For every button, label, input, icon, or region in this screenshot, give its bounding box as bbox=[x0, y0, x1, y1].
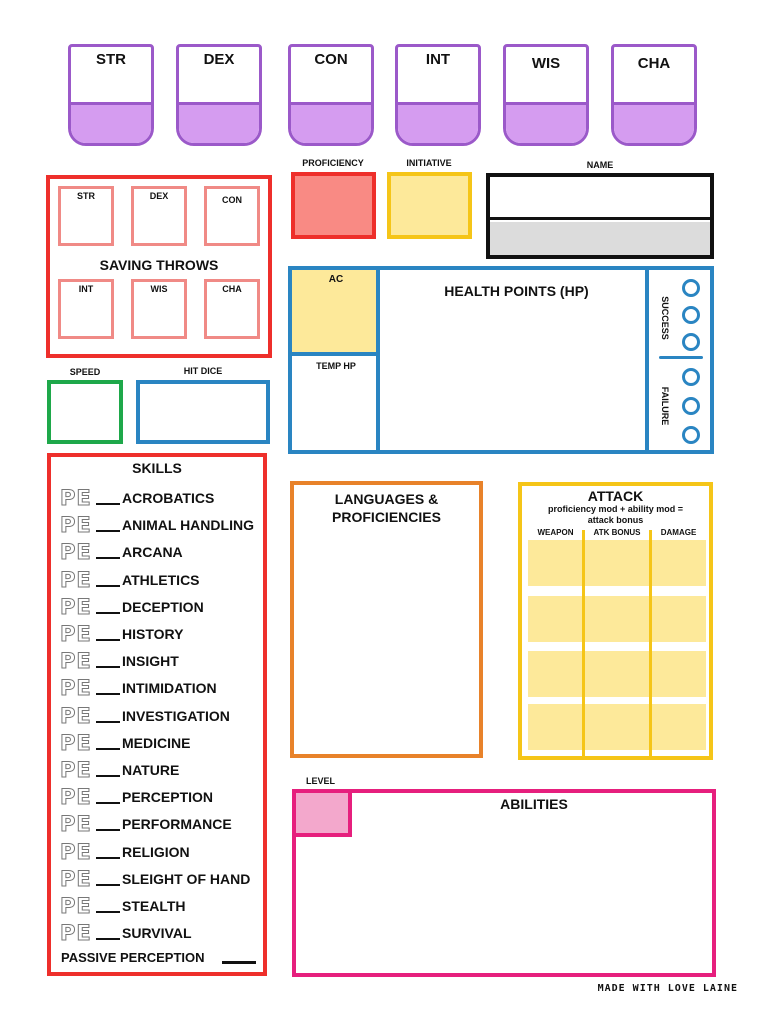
skill-bonus-blank[interactable] bbox=[96, 503, 120, 505]
ability-modifier-field[interactable] bbox=[179, 102, 259, 143]
skill-label: INTIMIDATION bbox=[122, 680, 217, 697]
proficiency-marker[interactable]: PE bbox=[60, 649, 92, 674]
ability-modifier-field[interactable] bbox=[291, 102, 371, 143]
passive-perception-field[interactable] bbox=[222, 961, 256, 964]
skill-label: PERFORMANCE bbox=[122, 816, 232, 833]
skill-bonus-blank[interactable] bbox=[96, 557, 120, 559]
skill-row[interactable] bbox=[60, 759, 179, 781]
skill-row[interactable] bbox=[60, 596, 204, 618]
ability-label: DEX bbox=[203, 51, 235, 68]
ability-modifier-field[interactable] bbox=[71, 102, 151, 143]
skill-bonus-blank[interactable] bbox=[96, 775, 120, 777]
success-circle[interactable] bbox=[682, 279, 700, 297]
name-subfield[interactable] bbox=[490, 222, 710, 255]
failure-label: FAILURE bbox=[660, 386, 670, 426]
attack-note-line2: attack bonus bbox=[587, 515, 644, 525]
ability-label: STR bbox=[96, 51, 126, 68]
name-label: NAME bbox=[586, 160, 614, 170]
skill-bonus-blank[interactable] bbox=[96, 911, 120, 913]
passive-perception-label: PASSIVE PERCEPTION bbox=[61, 950, 205, 965]
name-input[interactable] bbox=[490, 177, 710, 220]
save-label: STR bbox=[77, 191, 95, 201]
save-box-cha[interactable] bbox=[204, 279, 260, 339]
skill-bonus-blank[interactable] bbox=[96, 857, 120, 859]
ac-label: AC bbox=[328, 274, 344, 285]
skill-label: SLEIGHT OF HAND bbox=[122, 870, 251, 887]
skill-label: STEALTH bbox=[122, 898, 186, 914]
abilities-panel[interactable] bbox=[292, 789, 716, 977]
proficiency-marker[interactable]: PE bbox=[60, 703, 92, 728]
skill-row[interactable] bbox=[60, 541, 183, 563]
ability-label: WIS bbox=[531, 55, 561, 72]
attack-title: ATTACK bbox=[587, 488, 644, 504]
skill-bonus-blank[interactable] bbox=[96, 721, 120, 723]
skill-label: PERCEPTION bbox=[122, 789, 214, 806]
level-label: LEVEL bbox=[306, 776, 336, 786]
proficiency-marker[interactable]: PE bbox=[60, 812, 92, 837]
skills-title: SKILLS bbox=[132, 460, 182, 476]
hit-dice-label: HIT DICE bbox=[183, 366, 223, 376]
attack-cell[interactable] bbox=[585, 596, 649, 642]
proficiency-marker[interactable]: PE bbox=[60, 839, 92, 864]
proficiency-marker[interactable]: PE bbox=[60, 785, 92, 810]
level-field[interactable] bbox=[296, 793, 352, 837]
save-box-con[interactable] bbox=[204, 186, 260, 246]
skill-row[interactable] bbox=[60, 569, 200, 591]
speed-field[interactable] bbox=[47, 380, 123, 444]
attack-cell[interactable] bbox=[652, 596, 706, 642]
skill-row[interactable] bbox=[60, 895, 186, 917]
skill-row[interactable] bbox=[60, 813, 232, 835]
proficiency-marker[interactable]: PE bbox=[60, 540, 92, 565]
skill-row[interactable] bbox=[60, 514, 254, 536]
attack-cell[interactable] bbox=[652, 651, 706, 697]
languages-title-line1: LANGUAGES & bbox=[334, 491, 439, 507]
attack-col-weapon: WEAPON bbox=[537, 528, 574, 537]
saving-throws-title: SAVING THROWS bbox=[99, 257, 219, 273]
success-label: SUCCESS bbox=[660, 296, 670, 340]
proficiency-marker[interactable]: PE bbox=[60, 730, 92, 755]
failure-circle[interactable] bbox=[682, 397, 700, 415]
initiative-field[interactable] bbox=[387, 172, 472, 239]
attack-cell[interactable] bbox=[585, 651, 649, 697]
attack-cell[interactable] bbox=[585, 540, 649, 586]
ability-card-int[interactable] bbox=[395, 44, 481, 146]
skill-label: ARCANA bbox=[122, 544, 183, 561]
skill-label: HISTORY bbox=[122, 626, 184, 642]
initiative-label: INITIATIVE bbox=[406, 158, 452, 168]
save-label: DEX bbox=[149, 191, 169, 201]
attack-cell[interactable] bbox=[528, 704, 583, 750]
attack-column-divider bbox=[649, 530, 652, 756]
skill-label: ACROBATICS bbox=[122, 490, 215, 506]
proficiency-marker[interactable]: PE bbox=[60, 894, 92, 918]
skill-bonus-blank[interactable] bbox=[96, 802, 120, 804]
attack-column-divider bbox=[582, 530, 585, 756]
save-label: CHA bbox=[222, 284, 242, 294]
skill-bonus-blank[interactable] bbox=[96, 530, 120, 532]
ability-card-dex[interactable] bbox=[176, 44, 262, 146]
speed-label: SPEED bbox=[69, 367, 101, 377]
attack-col-damage: DAMAGE bbox=[660, 528, 697, 537]
proficiency-marker[interactable]: PE bbox=[60, 866, 92, 891]
skill-label: INSIGHT bbox=[122, 653, 179, 670]
attack-cell[interactable] bbox=[528, 596, 583, 642]
proficiency-marker[interactable]: PE bbox=[60, 486, 92, 510]
attack-note-line1: proficiency mod + ability mod = bbox=[547, 504, 684, 514]
ability-card-str[interactable] bbox=[68, 44, 154, 146]
attack-cell[interactable] bbox=[528, 540, 583, 586]
ability-card-wis[interactable] bbox=[503, 44, 589, 146]
failure-circle[interactable] bbox=[682, 368, 700, 386]
temp-hp-label: TEMP HP bbox=[316, 361, 356, 371]
ability-label: CON bbox=[314, 51, 348, 68]
save-box-dex[interactable] bbox=[131, 186, 187, 246]
skill-label: NATURE bbox=[122, 762, 180, 778]
proficiency-field[interactable] bbox=[291, 172, 376, 239]
languages-title-line2: PROFICIENCIES bbox=[332, 509, 441, 525]
skill-row[interactable] bbox=[60, 868, 250, 890]
proficiency-marker[interactable]: PE bbox=[60, 567, 92, 592]
save-box-str[interactable] bbox=[58, 186, 114, 246]
save-box-wis[interactable] bbox=[131, 279, 187, 339]
proficiency-marker[interactable]: PE bbox=[60, 676, 92, 701]
hp-title: HEALTH POINTS (HP) bbox=[444, 283, 589, 299]
skill-label: MEDICINE bbox=[122, 734, 191, 751]
ability-modifier-field[interactable] bbox=[506, 102, 586, 143]
skill-label: INVESTIGATION bbox=[122, 707, 230, 724]
skill-label: DECEPTION bbox=[122, 598, 204, 615]
ability-modifier-field[interactable] bbox=[614, 102, 694, 143]
ability-card-con[interactable] bbox=[288, 44, 374, 146]
skill-bonus-blank[interactable] bbox=[96, 829, 120, 831]
proficiency-label: PROFICIENCY bbox=[302, 158, 364, 168]
skill-row[interactable] bbox=[60, 705, 230, 727]
skill-row[interactable] bbox=[60, 841, 190, 863]
proficiency-marker[interactable]: PE bbox=[60, 758, 92, 782]
ability-modifier-field[interactable] bbox=[398, 102, 478, 143]
skill-row[interactable] bbox=[60, 732, 190, 754]
skill-row[interactable] bbox=[60, 487, 214, 509]
ability-label: INT bbox=[425, 51, 451, 68]
save-label: CON bbox=[222, 195, 242, 205]
success-circle[interactable] bbox=[682, 306, 700, 324]
proficiency-marker[interactable]: PE bbox=[60, 513, 92, 538]
skill-bonus-blank[interactable] bbox=[96, 639, 120, 641]
save-label: WIS bbox=[150, 284, 168, 294]
credit-text: MADE WITH LOVE LAINE bbox=[597, 983, 738, 994]
skill-bonus-blank[interactable] bbox=[96, 612, 120, 614]
skill-row[interactable] bbox=[60, 786, 213, 808]
save-label: INT bbox=[78, 284, 94, 294]
skill-label: RELIGION bbox=[122, 843, 190, 860]
attack-col-bonus: ATK BONUS bbox=[593, 528, 641, 537]
skill-bonus-blank[interactable] bbox=[96, 585, 120, 587]
skill-label: SURVIVAL bbox=[122, 925, 192, 942]
attack-cell[interactable] bbox=[528, 651, 583, 697]
skill-row[interactable] bbox=[60, 922, 192, 944]
skill-label: ANIMAL HANDLING bbox=[122, 517, 254, 534]
skill-bonus-blank[interactable] bbox=[96, 693, 120, 695]
proficiency-marker[interactable]: PE bbox=[60, 622, 92, 646]
abilities-title: ABILITIES bbox=[500, 796, 568, 812]
skill-row[interactable] bbox=[60, 677, 217, 699]
skill-bonus-blank[interactable] bbox=[96, 748, 120, 750]
proficiency-marker[interactable]: PE bbox=[60, 594, 92, 619]
failure-circle[interactable] bbox=[682, 426, 700, 444]
success-circle[interactable] bbox=[682, 333, 700, 351]
skill-bonus-blank[interactable] bbox=[96, 666, 120, 668]
skill-bonus-blank[interactable] bbox=[96, 884, 120, 886]
attack-cell[interactable] bbox=[585, 704, 649, 750]
hit-dice-field[interactable] bbox=[136, 380, 270, 444]
skill-label: ATHLETICS bbox=[122, 571, 200, 588]
skill-row[interactable] bbox=[60, 623, 183, 645]
save-box-int[interactable] bbox=[58, 279, 114, 339]
death-save-divider bbox=[659, 356, 703, 359]
ability-label: CHA bbox=[637, 55, 671, 72]
attack-cell[interactable] bbox=[652, 540, 706, 586]
skill-bonus-blank[interactable] bbox=[96, 938, 120, 940]
ability-card-cha[interactable] bbox=[611, 44, 697, 146]
skill-row[interactable] bbox=[60, 650, 179, 672]
attack-cell[interactable] bbox=[652, 704, 706, 750]
proficiency-marker[interactable]: PE bbox=[60, 921, 92, 946]
